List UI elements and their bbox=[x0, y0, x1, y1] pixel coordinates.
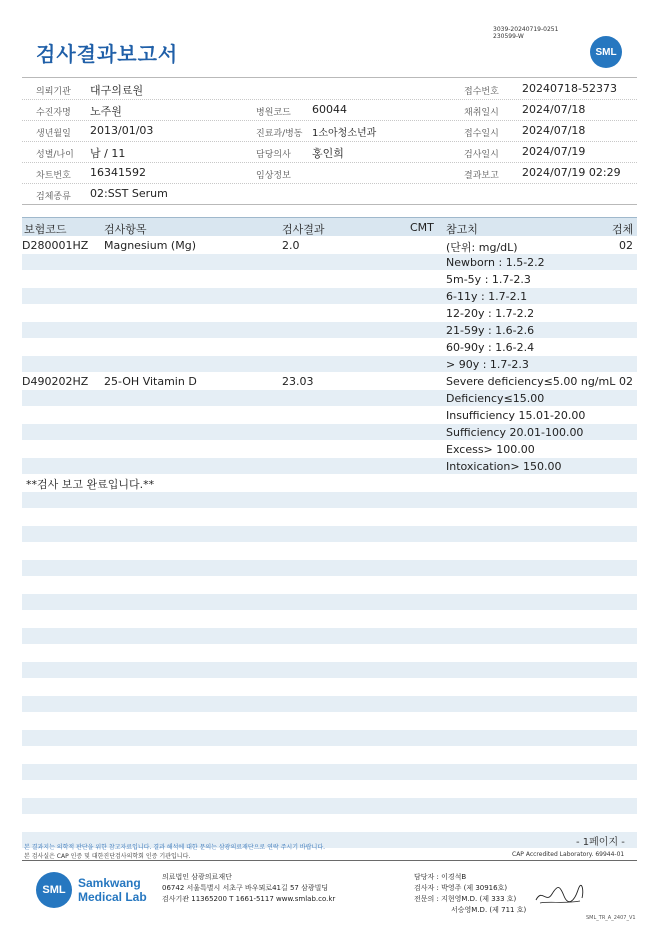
info-row: 검체종류 02:SST Serum bbox=[22, 184, 637, 205]
row-stripe bbox=[22, 730, 637, 746]
column-header: 보험코드 bbox=[24, 223, 67, 236]
info-row: 수진자명 노주원 병원코드 60044 채취일시 2024/07/18 bbox=[22, 100, 637, 121]
table-cell-ref: 5m-5y : 1.7-2.3 bbox=[446, 273, 531, 286]
info-row: 의뢰기관 대구의료원 접수번호 20240718-52373 bbox=[22, 79, 637, 100]
row-stripe bbox=[22, 696, 637, 712]
sml-logo: SML bbox=[36, 872, 72, 908]
info-row: 성별/나이 남 / 11 담당의사 홍인희 검사일시 2024/07/19 bbox=[22, 142, 637, 163]
table-cell-result: 23.03 bbox=[282, 375, 314, 388]
table-cell-ref: Insufficiency 15.01-20.00 bbox=[446, 409, 586, 422]
form-code: SML_TR_A_2407_V1 bbox=[586, 915, 636, 921]
footnote: 본 결과지는 의학적 판단을 위한 참고자료입니다. 결과 해석에 대한 문의는 삼광의료재단으로 연락 주시기 바랍니다. bbox=[24, 844, 326, 851]
table-cell-ref: 6-11y : 1.7-2.1 bbox=[446, 290, 528, 303]
table-cell-item: Magnesium (Mg) bbox=[104, 239, 196, 252]
company-address: 의료법인 삼광의료재단 06742 서울특별시 서초구 바우뫼로41길 57 삼광빌딩 검사기관 11365200 T 1661-5117 www.smlab.co.kr bbox=[162, 873, 336, 903]
row-stripe bbox=[22, 764, 637, 780]
table-cell-ref: Intoxication> 150.00 bbox=[446, 460, 562, 473]
row-stripe bbox=[22, 526, 637, 542]
table-cell-ref: Excess> 100.00 bbox=[446, 443, 535, 456]
row-stripe bbox=[22, 288, 637, 304]
table-cell-specimen: 02 bbox=[619, 239, 633, 252]
info-row: 생년월일 2013/01/03 진료과/병동 1소아청소년과 접수일시 2024/07/18 bbox=[22, 121, 637, 142]
column-header: 검사항목 bbox=[104, 223, 147, 236]
row-stripe bbox=[22, 492, 637, 508]
table-cell-specimen: 02 bbox=[619, 375, 633, 388]
column-header: 검사결과 bbox=[282, 223, 325, 236]
cap-accreditation: CAP Accredited Laboratory. 69944-01 bbox=[512, 851, 625, 858]
footnote: 본 검사실은 CAP 인증 및 대한진단검사의학회 인증 기관입니다. bbox=[24, 853, 191, 860]
column-header: 검체 bbox=[612, 223, 634, 236]
table-cell-result: 2.0 bbox=[282, 239, 300, 252]
row-stripe bbox=[22, 662, 637, 678]
table-cell-ref: > 90y : 1.7-2.3 bbox=[446, 358, 529, 371]
table-cell-ref: (단위: mg/dL) bbox=[446, 241, 518, 254]
page-title: 검사결과보고서 bbox=[36, 42, 179, 66]
divider bbox=[22, 860, 637, 861]
table-header bbox=[22, 217, 637, 236]
divider bbox=[22, 77, 637, 78]
table-cell-ref: Newborn : 1.5-2.2 bbox=[446, 256, 545, 269]
table-cell-ref: Sufficiency 20.01-100.00 bbox=[446, 426, 584, 439]
table-cell-ref: 60-90y : 1.6-2.4 bbox=[446, 341, 535, 354]
table-cell-ref: Deficiency≤15.00 bbox=[446, 392, 545, 405]
table-cell-code: D490202HZ bbox=[22, 375, 89, 388]
row-stripe bbox=[22, 390, 637, 406]
staff-list: 담당자 : 이경석B 검사자 : 박영주 (제 30916호) 전문의 : 지현영M.D. (제 333 호) 서승영M.D. (제 711 호) bbox=[414, 873, 527, 914]
completion-note: **검사 보고 완료입니다.** bbox=[26, 478, 155, 491]
table-cell-item: 25-OH Vitamin D bbox=[104, 375, 197, 388]
column-header: CMT bbox=[410, 221, 434, 234]
row-stripe bbox=[22, 594, 637, 610]
row-stripe bbox=[22, 254, 637, 270]
row-stripe bbox=[22, 322, 637, 338]
table-cell-ref: Severe deficiency≤5.00 ng/mL bbox=[446, 375, 616, 388]
table-cell-ref: 21-59y : 1.6-2.6 bbox=[446, 324, 535, 337]
company-name: Samkwang Medical Lab bbox=[78, 876, 147, 904]
sml-logo: SML bbox=[590, 36, 622, 68]
table-cell-ref: 12-20y : 1.7-2.2 bbox=[446, 307, 535, 320]
table-cell-code: D280001HZ bbox=[22, 239, 89, 252]
column-header: 참고치 bbox=[446, 223, 478, 236]
page-number: - 1페이지 - bbox=[576, 837, 625, 848]
row-stripe bbox=[22, 560, 637, 576]
document-id: 3039-20240719-0251 230599-W bbox=[493, 26, 559, 40]
row-stripe bbox=[22, 798, 637, 814]
info-row: 차트번호 16341592 임상정보 결과보고 2024/07/19 02:29 bbox=[22, 163, 637, 184]
row-stripe bbox=[22, 356, 637, 372]
row-stripe bbox=[22, 628, 637, 644]
signature-image bbox=[534, 882, 586, 908]
